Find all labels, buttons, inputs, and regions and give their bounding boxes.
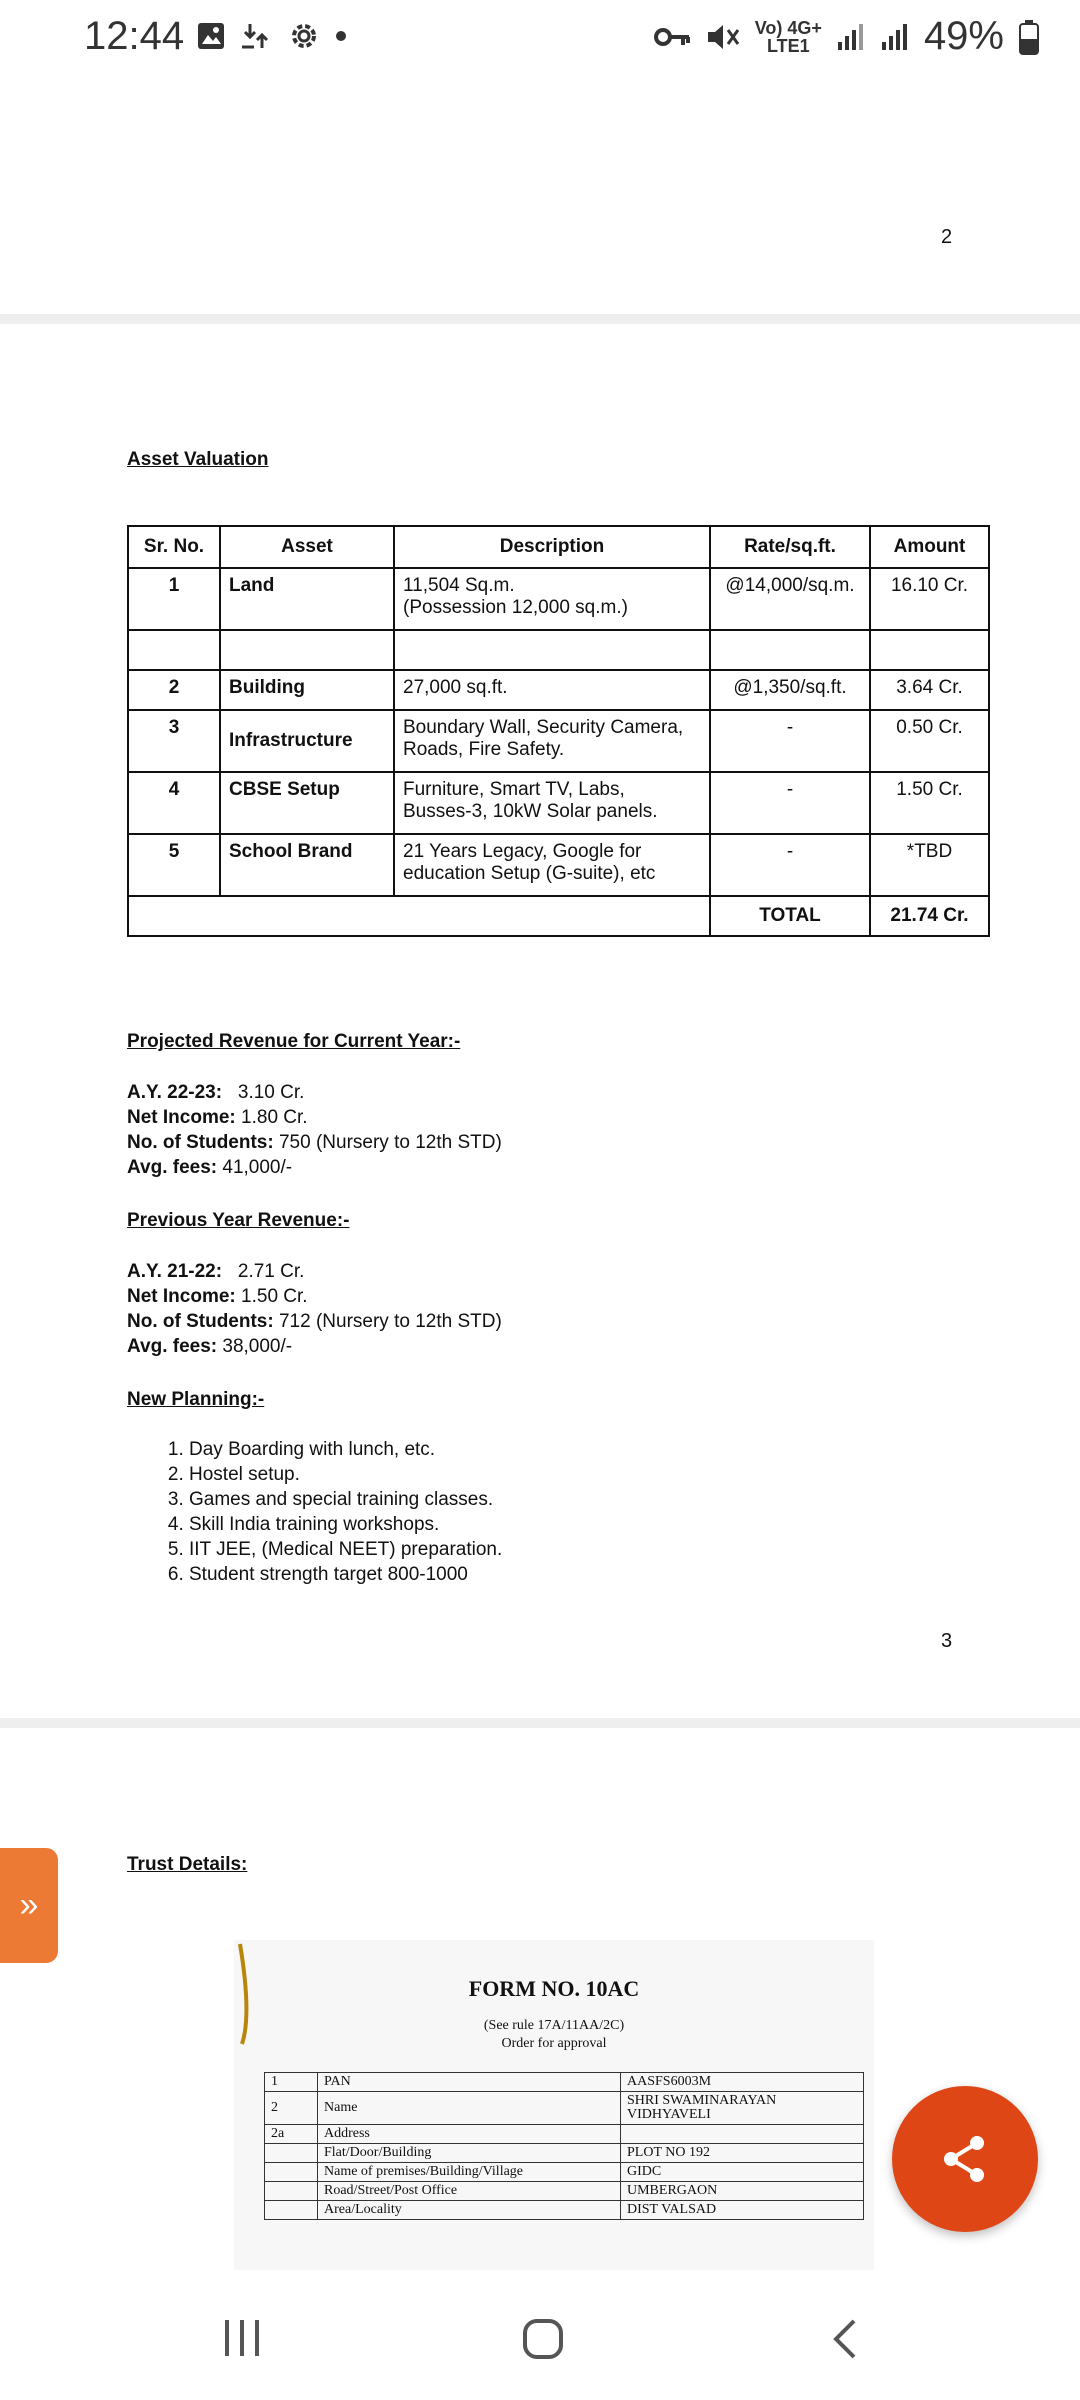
dot-icon <box>334 29 348 43</box>
cell-asset: Land <box>220 568 394 630</box>
column-header: Asset <box>220 526 394 568</box>
column-header: Amount <box>870 526 989 568</box>
table-row-empty <box>128 630 989 670</box>
form-cell-label: Name of premises/Building/Village <box>318 2163 621 2182</box>
system-icons <box>653 14 1040 59</box>
table-row <box>128 670 989 710</box>
navigation-bar <box>0 2272 1080 2400</box>
cell-sr-no: 4 <box>128 772 220 834</box>
projected-avg-fees <box>127 1157 292 1179</box>
share-icon <box>939 2133 991 2185</box>
page-divider <box>0 1718 1080 1728</box>
form-cell-no <box>265 2182 318 2201</box>
cell-description <box>394 568 710 630</box>
projected-ay <box>127 1082 304 1104</box>
table-row <box>128 568 989 630</box>
value: 1.80 Cr. <box>241 1107 308 1128</box>
form-cell-label: Name <box>318 2092 621 2125</box>
form-cell-no: 2 <box>265 2092 318 2125</box>
home-icon[interactable] <box>522 2318 564 2360</box>
cell-rate: - <box>710 710 870 772</box>
previous-avg-fees <box>127 1336 292 1358</box>
cell-sr-no: 2 <box>128 670 220 710</box>
cell-amount: 16.10 Cr. <box>870 568 989 630</box>
cell-rate: @1,350/sq.ft. <box>710 670 870 710</box>
description-line: Busses-3, 10kW Solar panels. <box>403 801 658 822</box>
cell-rate: @14,000/sq.m. <box>710 568 870 630</box>
total-label: TOTAL <box>710 896 870 936</box>
table-row <box>265 2073 864 2092</box>
new-planning-heading: New Planning:- <box>127 1389 265 1410</box>
form-subtitle: (See rule 17A/11AA/2C) <box>483 2018 625 2033</box>
value: 2.71 Cr. <box>237 1261 305 1282</box>
table-row <box>265 2201 864 2220</box>
cell-description <box>394 710 710 772</box>
page-divider <box>0 314 1080 324</box>
empty-cell <box>128 630 220 670</box>
vpn-key-icon <box>653 25 691 49</box>
form-cell-value: AASFS6003M <box>621 2073 864 2092</box>
column-header: Description <box>394 526 710 568</box>
share-button[interactable] <box>892 2086 1038 2232</box>
empty-cell <box>870 630 989 670</box>
table-row <box>265 2144 864 2163</box>
status-bar <box>0 0 1080 78</box>
label: Avg. fees: <box>127 1157 218 1178</box>
description-line: education Setup (G-suite), etc <box>403 863 656 884</box>
table-row <box>128 834 989 896</box>
trust-details-heading: Trust Details: <box>127 1854 248 1875</box>
clock: 12:44 <box>84 14 185 58</box>
list-item: 3. Games and special training classes. <box>189 1487 502 1512</box>
label: No. of Students: <box>127 1311 274 1332</box>
form-cell-no: 2a <box>265 2125 318 2144</box>
list-item: 6. Student strength target 800-1000 <box>189 1562 502 1587</box>
list-item: 4. Skill India training workshops. <box>189 1512 502 1537</box>
value: 41,000/- <box>222 1157 293 1178</box>
label: No. of Students: <box>127 1132 274 1153</box>
cell-amount: 3.64 Cr. <box>870 670 989 710</box>
asset-valuation-table <box>127 525 990 937</box>
cell-sr-no: 3 <box>128 710 220 772</box>
description-line: 21 Years Legacy, Google for <box>403 841 642 862</box>
cell-description <box>394 834 710 896</box>
cell-sr-no: 1 <box>128 568 220 630</box>
form-cell-label: Flat/Door/Building <box>318 2144 621 2163</box>
cell-asset: Infrastructure <box>220 710 394 772</box>
signal-icon <box>836 22 866 52</box>
table-row <box>265 2163 864 2182</box>
list-item: 2. Hostel setup. <box>189 1462 502 1487</box>
table-header-row <box>128 526 989 568</box>
form-cell-value: GIDC <box>621 2163 864 2182</box>
empty-cell <box>220 630 394 670</box>
form-cell-no <box>265 2144 318 2163</box>
cell-amount: *TBD <box>870 834 989 896</box>
cell-rate: - <box>710 772 870 834</box>
form-cell-no: 1 <box>265 2073 318 2092</box>
cell-amount: 1.50 Cr. <box>870 772 989 834</box>
form-cell-no <box>265 2163 318 2182</box>
form-cell-label: Road/Street/Post Office <box>318 2182 621 2201</box>
empty-cell <box>128 896 710 936</box>
page-number: 2 <box>941 226 953 248</box>
value: 712 (Nursery to 12th STD) <box>278 1311 502 1332</box>
previous-students <box>127 1311 502 1333</box>
table-row <box>128 710 989 772</box>
empty-cell <box>394 630 710 670</box>
battery-icon <box>1018 19 1040 55</box>
network-type <box>755 19 822 55</box>
form-table <box>264 2072 864 2220</box>
side-panel-toggle[interactable] <box>0 1848 58 1963</box>
cell-sr-no: 5 <box>128 834 220 896</box>
description-line: (Possession 12,000 sq.m.) <box>403 597 628 618</box>
cell-rate: - <box>710 834 870 896</box>
value: 750 (Nursery to 12th STD) <box>278 1132 502 1153</box>
value: 3.10 Cr. <box>237 1082 305 1103</box>
form-cell-value: UMBERGAON <box>621 2182 864 2201</box>
asset-valuation-heading: Asset Valuation <box>127 449 269 470</box>
column-header: Rate/sq.ft. <box>710 526 870 568</box>
projected-net-income <box>127 1107 308 1129</box>
page-number: 3 <box>941 1630 953 1652</box>
settings-icon <box>288 20 320 52</box>
description-line: Furniture, Smart TV, Labs, <box>403 779 625 800</box>
cell-amount: 0.50 Cr. <box>870 710 989 772</box>
description-line: 11,504 Sq.m. <box>403 575 515 596</box>
double-chevron-right-icon: » <box>19 1886 39 1924</box>
form-cell-value: SHRI SWAMINARAYAN VIDHYAVELI <box>621 2092 864 2125</box>
table-row <box>128 772 989 834</box>
label: A.Y. 22-23: <box>127 1082 223 1103</box>
cell-description <box>394 772 710 834</box>
form-cell-label: Address <box>318 2125 621 2144</box>
cell-description: 27,000 sq.ft. <box>394 670 710 710</box>
network-type-bottom: LTE1 <box>767 35 810 56</box>
list-item: 5. IIT JEE, (Medical NEET) preparation. <box>189 1537 502 1562</box>
form-cell-value: PLOT NO 192 <box>621 2144 864 2163</box>
table-row <box>265 2092 864 2125</box>
form-cell-value: DIST VALSAD <box>621 2201 864 2220</box>
cell-asset: School Brand <box>220 834 394 896</box>
network-type-top: Vo) 4G+ <box>754 17 822 38</box>
form-cell-label: PAN <box>318 2073 621 2092</box>
cell-asset: Building <box>220 670 394 710</box>
previous-net-income <box>127 1286 308 1308</box>
description-line: Boundary Wall, Security Camera, <box>403 717 684 738</box>
projected-revenue-heading: Projected Revenue for Current Year:- <box>127 1031 461 1052</box>
total-amount: 21.74 Cr. <box>870 896 989 936</box>
form-cell-no <box>265 2201 318 2220</box>
signal-icon <box>880 22 910 52</box>
download-icon <box>240 21 274 51</box>
description-line: Roads, Fire Safety. <box>403 739 565 760</box>
previous-ay <box>127 1261 304 1283</box>
form-title: FORM NO. 10AC <box>468 1976 640 2001</box>
form-cell-value <box>621 2125 864 2144</box>
value: 38,000/- <box>222 1336 293 1357</box>
table-row <box>265 2125 864 2144</box>
form-cell-label: Area/Locality <box>318 2201 621 2220</box>
list-item: 1. Day Boarding with lunch, etc. <box>189 1437 502 1462</box>
label: A.Y. 21-22: <box>127 1261 223 1282</box>
label: Net Income: <box>127 1286 236 1307</box>
recent-apps-icon[interactable] <box>222 2318 262 2358</box>
value: 1.50 Cr. <box>241 1286 308 1307</box>
back-icon[interactable] <box>830 2318 860 2360</box>
table-row <box>265 2182 864 2201</box>
form-subtitle: Order for approval <box>501 2036 607 2051</box>
image-icon <box>196 21 226 51</box>
empty-cell <box>710 630 870 670</box>
battery-level: 49% <box>923 14 1004 58</box>
label: Avg. fees: <box>127 1336 218 1357</box>
notification-icons <box>196 20 348 52</box>
column-header: Sr. No. <box>128 526 220 568</box>
label: Net Income: <box>127 1107 236 1128</box>
previous-revenue-heading: Previous Year Revenue:- <box>127 1210 350 1231</box>
form-10ac-scan <box>234 1940 874 2270</box>
mute-icon <box>705 20 741 54</box>
planning-list <box>127 1437 502 1587</box>
table-total-row <box>128 896 989 936</box>
cell-asset: CBSE Setup <box>220 772 394 834</box>
projected-students <box>127 1132 502 1154</box>
